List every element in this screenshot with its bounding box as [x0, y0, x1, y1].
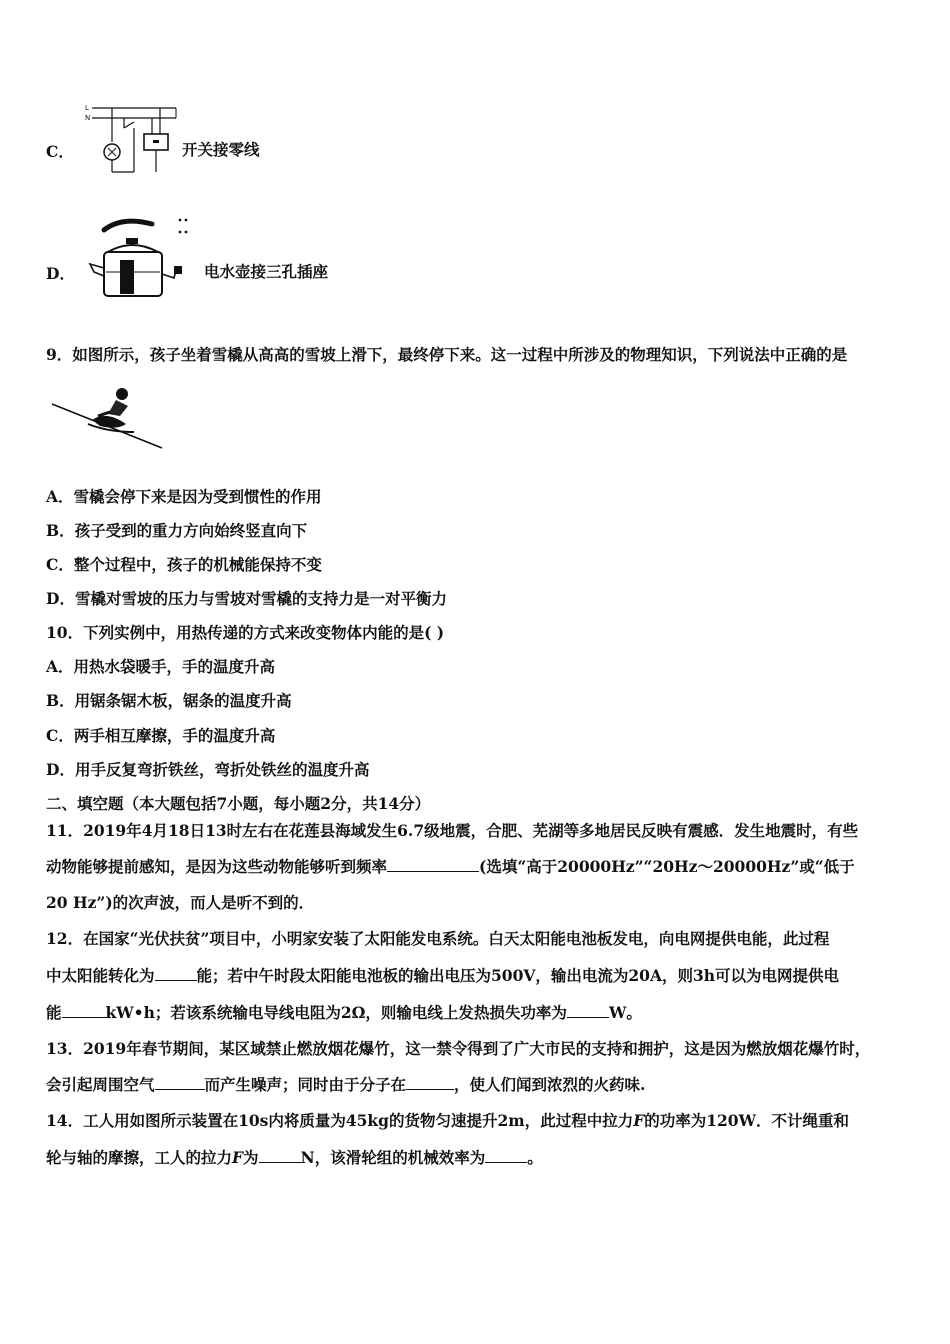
q14-var-f-2: F: [232, 1148, 244, 1167]
q13-answer-blank-2[interactable]: [406, 1075, 454, 1090]
q9-option-a: A．雪橇会停下来是因为受到惯性的作用: [46, 487, 322, 506]
q11-text-2a: 动物能够提前感知，是因为这些动物能够听到频率: [46, 857, 388, 876]
q11-line-2: [46, 857, 855, 877]
q12-text-2a: 中太阳能转化为: [46, 966, 155, 985]
section-heading-fill-in: 二、填空题（本大题包括7小题，每小题2分，共14分）: [46, 794, 431, 813]
q9-option-b: B．孩子受到的重力方向始终竖直向下: [46, 521, 308, 540]
q14-text-1b: 的功率为120W．不计绳重和: [644, 1111, 849, 1130]
q13-line-1: 13．2019年春节期间，某区域禁止燃放烟花爆竹，这一禁令得到了广大市民的支持和拥护，这是因为燃放烟花爆竹时，: [46, 1039, 871, 1058]
q12-answer-blank-2[interactable]: [62, 1003, 106, 1018]
q14-line-2: [46, 1148, 543, 1168]
q11-text-2b: (选填“高于20000Hz”“20Hz～20000Hz”或“低于: [479, 857, 855, 876]
sled-on-slope-figure: [48, 380, 166, 452]
q12-text-3c: W。: [608, 1003, 642, 1022]
q12-text-3b: kW•h；若该系统输电导线电阻为2Ω，则输电线上发热损失功率为: [105, 1003, 567, 1022]
neutral-wire-label: N: [85, 114, 91, 122]
q8-option-d-text: 电水壶接三孔插座: [204, 262, 329, 281]
q12-text-3a: 能: [46, 1003, 62, 1022]
q8-option-c-label: C．: [46, 142, 74, 161]
q11-answer-blank[interactable]: [387, 857, 479, 872]
q14-line-1: [46, 1111, 849, 1131]
q12-line-1: 12．在国家“光伏扶贫”项目中，小明家安装了太阳能发电系统。白天太阳能电池板发电，向电网提供电能，此过程: [46, 929, 830, 948]
q10-stem: 10．下列实例中，用热传递的方式来改变物体内能的是( ): [46, 623, 445, 642]
q12-answer-blank-3[interactable]: [567, 1003, 609, 1018]
q8-option-c-text: 开关接零线: [182, 140, 260, 159]
q13-text-2a: 会引起周围空气: [46, 1075, 155, 1094]
q10-option-a: A．用热水袋暖手，手的温度升高: [46, 657, 276, 676]
q13-line-2: [46, 1075, 645, 1095]
q13-text-2b: 而产生噪声；同时由于分子在: [204, 1075, 407, 1094]
q14-text-2a: 轮与轴的摩擦，工人的拉力: [46, 1148, 233, 1167]
q12-line-3: [46, 1003, 642, 1023]
q9-option-d: D．雪橇对雪坡的压力与雪坡对雪橇的支持力是一对平衡力: [46, 589, 447, 608]
q8-option-d-label: D．: [46, 264, 75, 283]
q10-option-b: B．用锯条锯木板，锯条的温度升高: [46, 691, 292, 710]
q14-text-2b: 为: [243, 1148, 259, 1167]
q14-answer-blank-2[interactable]: [485, 1148, 527, 1163]
circuit-diagram-switch-neutral: [82, 100, 178, 176]
q13-answer-blank-1[interactable]: [155, 1075, 205, 1090]
live-wire-label: L: [85, 104, 89, 112]
q9-stem: 9．如图所示，孩子坐着雪橇从高高的雪坡上滑下，最终停下来。这一过程中所涉及的物理知识，下列说法中正确的是: [46, 345, 848, 364]
q12-text-2b: 能；若中午时段太阳能电池板的输出电压为500V，输出电流为20A，则3h可以为电网提供电: [196, 966, 840, 985]
q11-line-1: 11．2019年4月18日13时左右在花莲县海域发生6.7级地震，合肥、芜湖等多地居民反映有震感．发生地震时，有些: [46, 821, 859, 840]
q12-line-2: [46, 966, 839, 986]
q14-answer-blank-1[interactable]: [259, 1148, 301, 1163]
q14-var-f-1: F: [633, 1111, 645, 1130]
q14-text-2c: N，该滑轮组的机械效率为: [300, 1148, 486, 1167]
q13-text-2c: ，使人们闻到浓烈的火药味.: [454, 1075, 646, 1094]
q12-answer-blank-1[interactable]: [155, 966, 197, 981]
q14-text-2d: 。: [527, 1148, 543, 1167]
q11-line-3: 20 Hz”)的次声波，而人是听不到的．: [46, 893, 315, 912]
q14-text-1a: 14．工人用如图所示装置在10s内将质量为45kg的货物匀速提升2m，此过程中拉力: [46, 1111, 634, 1130]
q10-option-c: C．两手相互摩擦，手的温度升高: [46, 726, 276, 745]
q9-option-c: C．整个过程中，孩子的机械能保持不变: [46, 555, 322, 574]
electric-kettle-icon: [82, 210, 194, 300]
q10-option-d: D．用手反复弯折铁丝，弯折处铁丝的温度升高: [46, 760, 370, 779]
